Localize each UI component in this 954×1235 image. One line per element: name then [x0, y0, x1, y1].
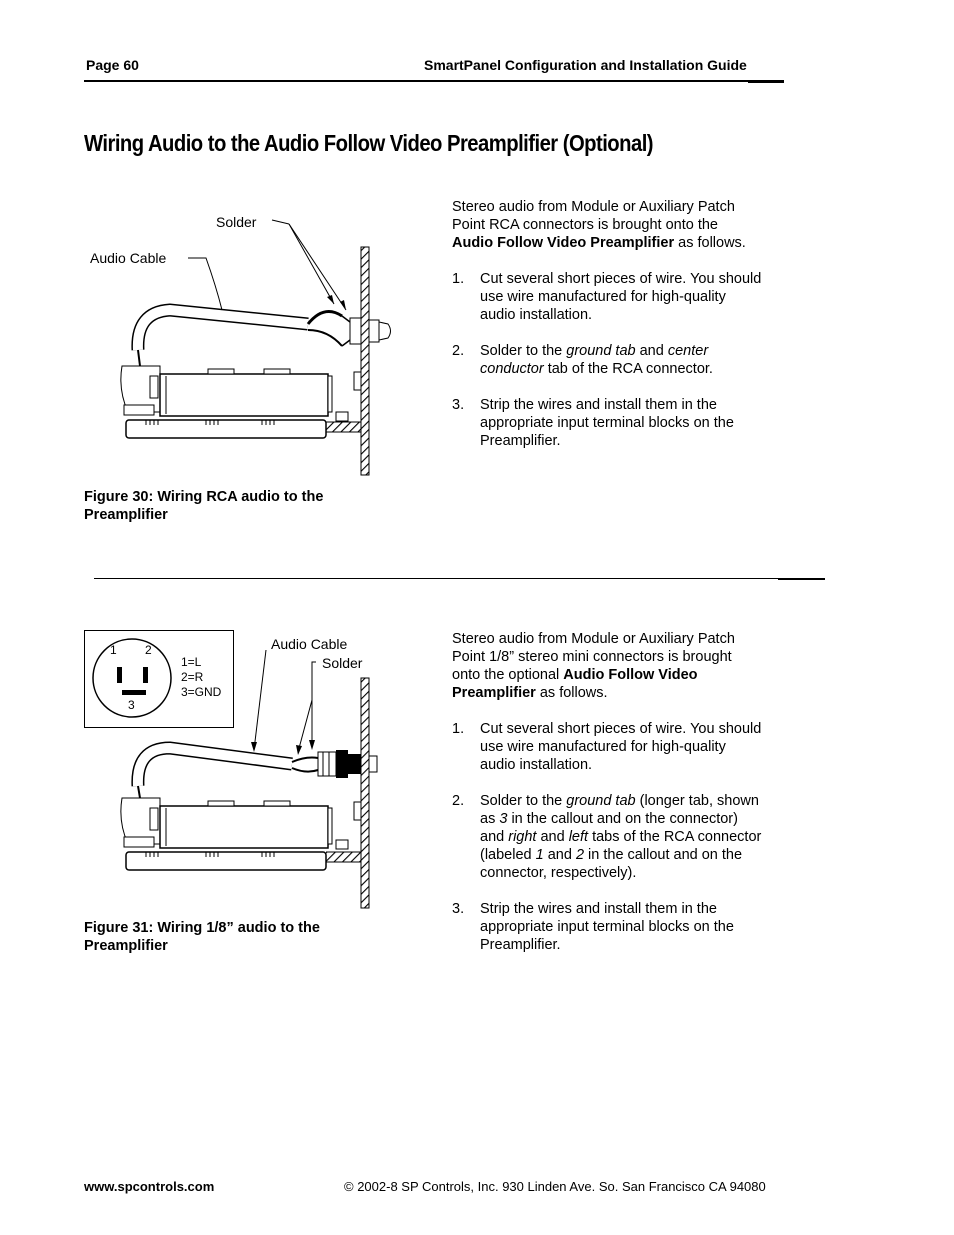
- section2-step-3: 3. Strip the wires and install them in the appropriate input terminal blocks on the Preamplifier.: [452, 901, 734, 953]
- section2-instructions: [452, 630, 812, 954]
- footer-website-link[interactable]: www.spcontrols.com: [84, 1179, 215, 1194]
- audio-cable-label: Audio Cable: [90, 250, 167, 266]
- figure-30-caption: Figure 30: Wiring RCA audio to the Preamplifier: [84, 489, 324, 523]
- figure-30-rca-wiring-diagram: [80, 200, 420, 490]
- section-divider-accent: [778, 579, 825, 580]
- section2-step-2: 2. Solder to the ground tab (longer tab, shown as 3 in the callout and on the connector) and right and left tabs of the RCA connector (labeled 1 and 2 in the callout and on the connector, respectively).: [452, 793, 762, 881]
- guide-title: SmartPanel Configuration and Installation Guide: [424, 57, 747, 73]
- section1-step-1: 1. Cut several short pieces of wire. You should use wire manufactured for high-quality audio installation.: [452, 271, 762, 323]
- figure-31-caption: Figure 31: Wiring 1/8” audio to the Preamplifier: [84, 920, 320, 954]
- section-title: Wiring Audio to the Audio Follow Video Preamplifier (Optional): [84, 130, 654, 156]
- pin-2-label: 2: [145, 643, 152, 657]
- section-divider: [94, 578, 825, 579]
- audio-cable-label-2: Audio Cable: [271, 636, 348, 652]
- header-rule: [84, 80, 784, 82]
- solder-label-2: Solder: [322, 655, 363, 671]
- section2-step-1: 1. Cut several short pieces of wire. You should use wire manufactured for high-quality audio installation.: [452, 721, 762, 773]
- section2-intro: Stereo audio from Module or Auxiliary Patch Point 1/8” stereo mini connectors is brought onto the optional Audio Follow Video Preamplifier as follows.: [452, 631, 735, 701]
- figure-31-mini-jack-wiring-diagram: [80, 640, 420, 920]
- solder-label: Solder: [216, 214, 257, 230]
- pin-1-label: 1: [110, 643, 117, 657]
- header-rule-accent: [748, 82, 784, 83]
- section1-step-3: 3. Strip the wires and install them in the appropriate input terminal blocks on the Preamplifier.: [452, 397, 734, 449]
- section1-intro: Stereo audio from Module or Auxiliary Patch Point RCA connectors is brought onto the Audio Follow Video Preamplifier as follows.: [452, 199, 746, 251]
- pin-legend: 1=L 2=R 3=GND: [181, 655, 222, 699]
- section1-instructions: [452, 198, 812, 450]
- footer-copyright: © 2002-8 SP Controls, Inc. 930 Linden Ave. So. San Francisco CA 94080: [344, 1179, 766, 1194]
- pin-3-label: 3: [128, 698, 135, 712]
- page-number: Page 60: [86, 57, 139, 73]
- section1-step-2: 2. Solder to the ground tab and center conductor tab of the RCA connector.: [452, 343, 713, 377]
